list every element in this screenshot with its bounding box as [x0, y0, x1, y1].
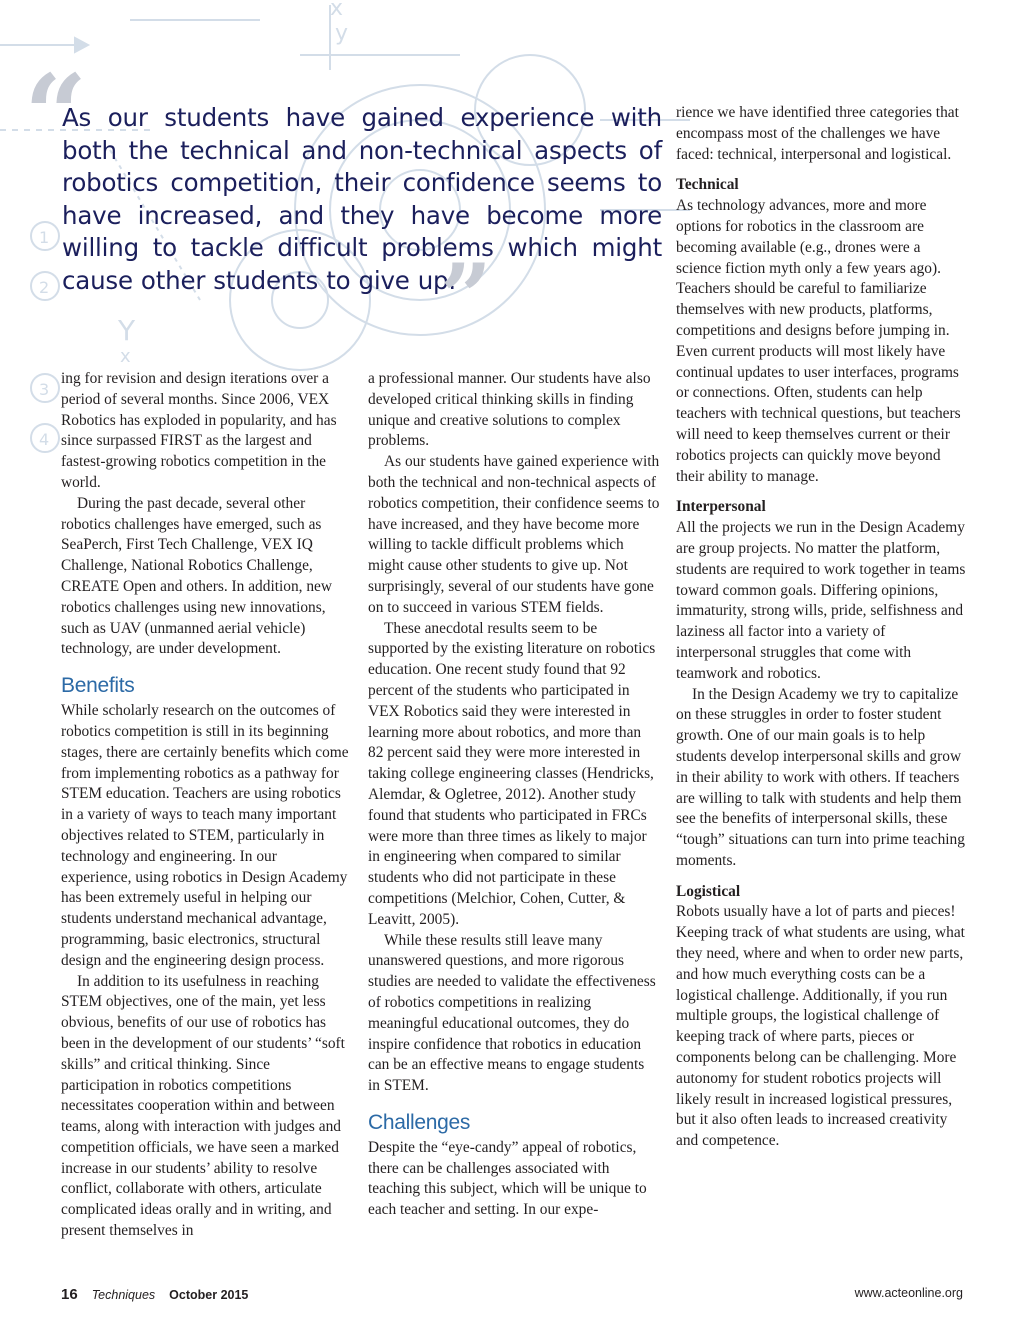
website-link[interactable]: www.acteonline.org	[854, 1286, 963, 1300]
svg-text:4: 4	[39, 430, 50, 449]
close-quote-mark: ”	[440, 244, 492, 350]
paragraph: During the past decade, several other robotics challenges have emerged, such as SeaPerch, First Tech Challenge, VEX IQ Challenge, National Robotics Challenge, CREATE Open and others. In addition, new robotics challenges using new innovations, such as UAV (unmanned aerial vehicle) technology, are under development.	[61, 494, 332, 658]
paragraph: While scholarly research on the outcomes of robotics competition is still in its beginning stages, there are certainly benefits which come from implementing robotics as a pathway for STEM education. Teachers are using robotics in a variety of ways to teach many important objectives related to STEM, particularly in technology and engineering. In our experience, using robotics in Design Academy has been extremely useful in helping our students understand mechanical advantage, programming, basic electronics, structural design and the engineering design process.	[61, 702, 349, 969]
paragraph: As our students have gained experience with both the technical and non-technical aspects of robotics competition, their confidence seems to have increased, and they have become more willing to tackle difficult problems which might cause other students to give up. Not surprisingly, several of our students have gone on to succeed in various STEM fields.	[368, 453, 660, 616]
paragraph: These anecdotal results seem to be supported by the existing literature on robotics education. One recent study found that 92 percent of the students who participated in VEX Robotics said they were interested in learning more about robotics, and more than 82 percent said they were more interested in taking college engineering classes (Hendricks, Alemdar, & Ogletree, 2012). Another study found that students who participated in FRCs were more than three times as likely to major in engineering when compared to similar students who did not participate in these competitions (Melchior, Cohen, Cutter, & Leavitt, 2005).	[368, 619, 656, 928]
paragraph: In addition to its usefulness in reaching STEM objectives, one of the main, yet less obvious, benefits of our use of robotics has been in the development of our students’ “soft skills” and critical thinking. Since participation in robotics competitions necessitates cooperation within and between teams, along with interaction with judges and competition officials, we have seen a marked increase in our students’ ability to resolve conflict, collaborate with others, articulate complicated ideas orally and in writing, and present themselves in	[61, 972, 345, 1240]
svg-text:x: x	[330, 0, 344, 21]
paragraph: Robots usually have a lot of parts and pieces! Keeping track of what students are using, what they need, where and when to order new parts, and how much everything costs can be a logistical challenge. Additionally, if you run multiple groups, the logistical challenge of keeping track of where parts, pieces or components belong can be challenging. More autonomy for student robotics projects will likely result in increased logistical pressures, but it also often leads to increased creativity and competence.	[676, 903, 965, 1150]
magazine-name: Techniques	[91, 1288, 156, 1302]
paragraph: As technology advances, more and more options for robotics in the classroom are becoming available (e.g., drones were a science fiction myth only a few years ago). Teachers should be careful to familiarize themselves with new products, platforms, competitions and designs before jumping in. Even current products will most likely have continual updates to user interfaces, programs or connections. Often, students can help teachers with technical questions, but teachers will need to keep themselves current or their robotics projects can quickly move beyond their ability to manage.	[676, 197, 961, 485]
subheading-technical: Technical	[676, 176, 739, 194]
paragraph: All the projects we run in the Design Academy are group projects. No matter the platform, students are required to work together in teams toward common goals. Differing opinions, immaturity, strong wills, pride, selfishness and laziness all factor into a variety of interpersonal struggles that come with teamwork and robotics.	[676, 519, 966, 682]
svg-text:x: x	[120, 346, 131, 367]
paragraph: rience we have identified three categories that encompass most of the challenges we have faced: technical, interpersonal and logistical.	[676, 104, 959, 163]
section-heading-challenges: Challenges	[368, 1110, 471, 1134]
svg-text:3: 3	[39, 380, 50, 399]
svg-text:1: 1	[39, 228, 50, 247]
open-quote-mark: “	[24, 50, 88, 179]
column-2	[368, 369, 660, 1221]
subheading-interpersonal: Interpersonal	[676, 498, 766, 516]
svg-text:2: 2	[39, 278, 50, 297]
pull-quote: As our students have gained experience with both the technical and non-technical aspects of robotics competition, their confidence seems to have increased, and they have become more willing to tackle difficult problems which might cause other students to give up.	[62, 103, 662, 295]
footer-left	[61, 1286, 248, 1303]
paragraph: Despite the “eye-candy” appeal of robotics, there can be challenges associated with teaching this subject, which will be unique to each teacher and setting. In our expe-	[368, 1138, 647, 1219]
subheading-logistical: Logistical	[676, 882, 741, 900]
svg-text:y: y	[335, 21, 349, 46]
column-3	[676, 103, 968, 1152]
column-1	[61, 369, 351, 1242]
paragraph: In the Design Academy we try to capitalize on these struggles in order to foster student growth. One of our main goals is to help students develop interpersonal skills and grow in their ability to work with others. If teachers are willing to talk with students and help them see the benefits of interpersonal skills, these “tough” situations can turn into prime teaching moments.	[676, 685, 965, 869]
issue-date: October 2015	[169, 1288, 249, 1302]
paragraph: While these results still leave many unanswered questions, and more rigorous studies are needed to validate the effectiveness of robotics competitions in realizing meaningful educational outcomes, they do inspire confidence that robotics in education can be an effective means to engage students in STEM.	[368, 931, 656, 1095]
paragraph: ing for revision and design iterations over a period of several months. Since 2006, VEX Robotics has exploded in popularity, and has since surpassed FIRST as the largest and fastest-growing robotics competition in the world.	[61, 370, 337, 491]
paragraph: a professional manner. Our students have also developed critical thinking skills in finding unique and creative solutions to complex problems.	[368, 370, 651, 450]
svg-text:Y: Y	[118, 314, 136, 347]
page-number: 16	[61, 1286, 78, 1303]
section-heading-benefits: Benefits	[61, 674, 135, 698]
